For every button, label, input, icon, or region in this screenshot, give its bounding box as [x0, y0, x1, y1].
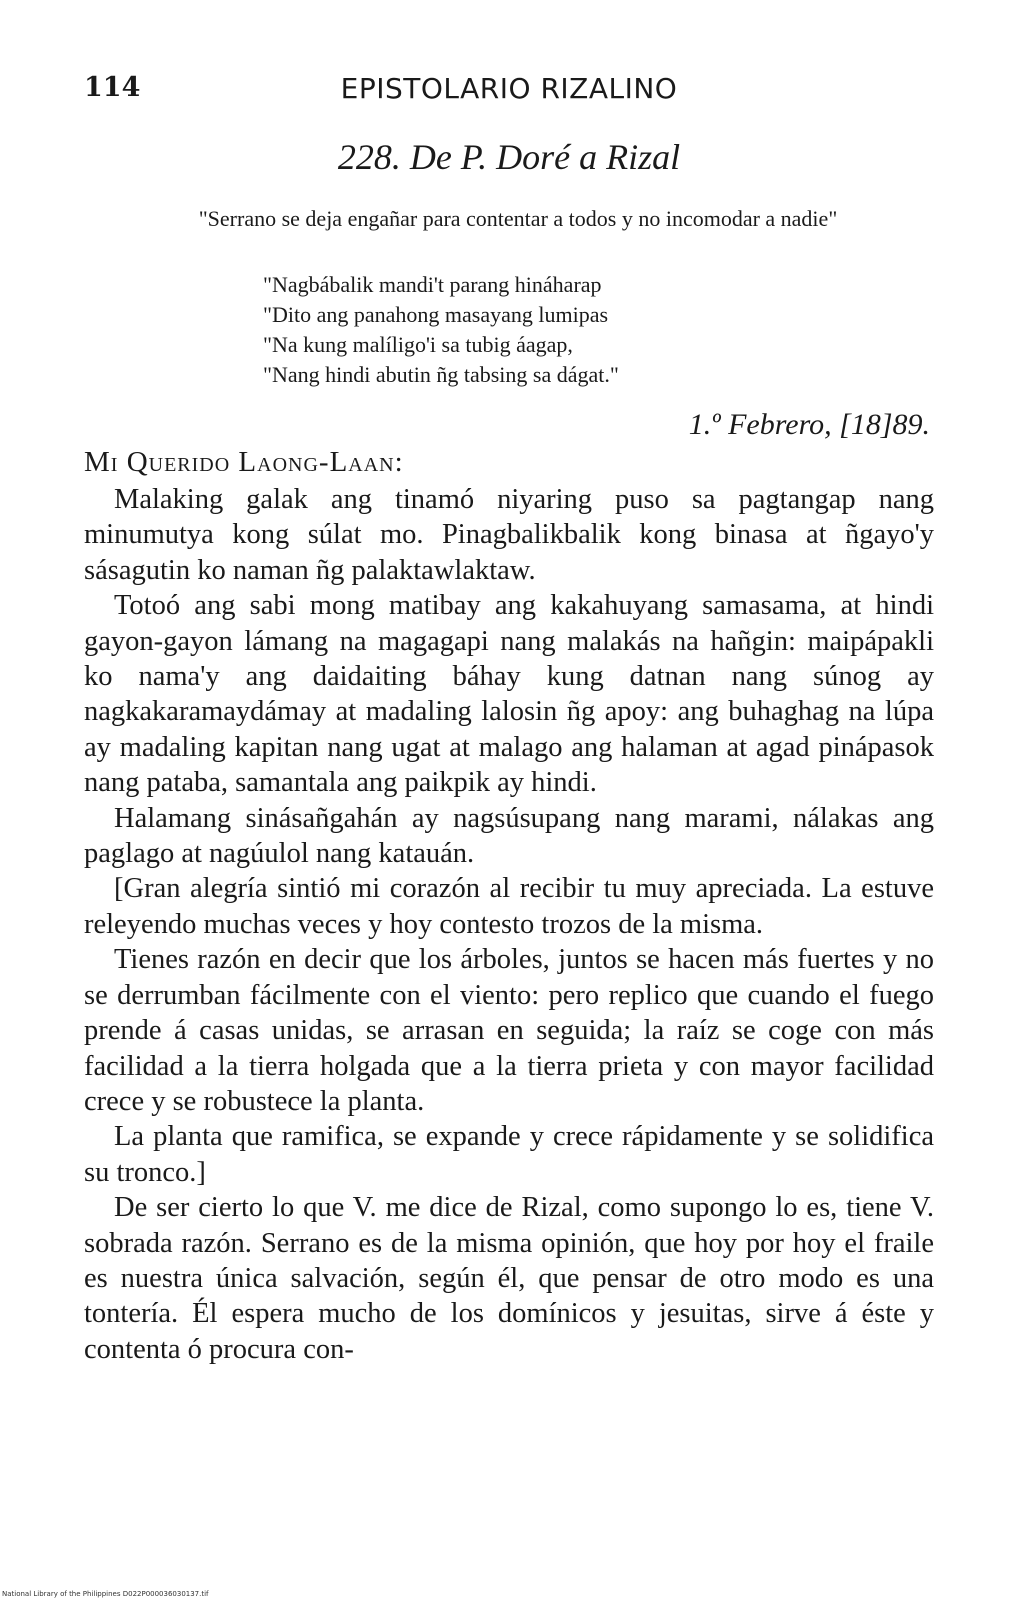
verse-line: "Nagbábalik mandi't parang hináharap [263, 272, 602, 297]
letter-body [84, 482, 934, 1367]
paragraph: La planta que ramifica, se expande y crece rápidamente y se solidifica su tronco.] [84, 1121, 934, 1188]
salutation: Mi Querido Laong-Laan: [84, 446, 404, 478]
letter-date: 1.º Febrero, [18]89. [688, 408, 930, 441]
epigraph: "Serrano se deja engañar para contentar a todos y no incomodar a nadie" [198, 206, 838, 231]
paragraph: De ser cierto lo que V. me dice de Rizal, como supongo lo es, tiene V. sobrada razón. Serrano es de la misma opinión, que hoy por hoy el fraile es nuestra única salvación, según él, que pensar de otro modo es una tontería. Él espera mucho de los domínicos y jesuitas, sirve á éste y contenta ó procura con- [84, 1192, 934, 1365]
verse-block [263, 270, 843, 390]
running-title: EPISTOLARIO RIZALINO [340, 72, 678, 105]
paragraph: [Gran alegría sintió mi corazón al recibir tu muy apreciada. La estuve releyendo muchas veces y hoy contesto trozos de la misma. [84, 873, 934, 940]
page-number: 114 [84, 72, 141, 103]
paragraph: Totoó ang sabi mong matibay ang kakahuyang samasama, at hindi gayon-gayon lámang na magagapi nang malakás na hañgin: maipápakli ko nama'y ang daidaiting báhay kung datnan nang súnog ay nagkakaramaydámay at madaling lalosin ñg apoy: ang buhaghag na lúpa ay madaling kapitan nang ugat at malago ang halaman at agad pinápasok nang pataba, samantala ang paikpik ay hindi. [84, 590, 934, 799]
paragraph: Halamang sinásañgahán ay nagsúsupang nang marami, nálakas ang paglago at nagúulol nang katauán. [84, 802, 934, 870]
paragraph: Malaking galak ang tinamó niyaring puso sa pagtangap nang minumutya kong súlat mo. Pinagbalikbalik kong binasa at ñgayo'y sásagutin ko naman ñg palaktawlaktaw. [84, 484, 934, 586]
page-header [84, 72, 934, 112]
verse-line: "Na kung malíligo'i sa tubig áagap, [263, 332, 573, 357]
scan-footer: National Library of the Philippines D022P000036030137.tif [2, 1590, 209, 1598]
letter-title: 228. De P. Doré a Rizal [337, 137, 681, 177]
verse-line: "Dito ang panahong masayang lumipas [263, 302, 609, 327]
verse-line: "Nang hindi abutin ñg tabsing sa dágat." [263, 362, 619, 387]
paragraph: Tienes razón en decir que los árboles, juntos se hacen más fuertes y no se derrumban fácilmente con el viento: pero replico que cuando el fuego prende á casas unidas, se arrasan en seguida; la raíz se coge con más facilidad a la tierra holgada que a la tierra prieta y con mayor facilidad crece y se robustece la planta. [84, 944, 934, 1117]
